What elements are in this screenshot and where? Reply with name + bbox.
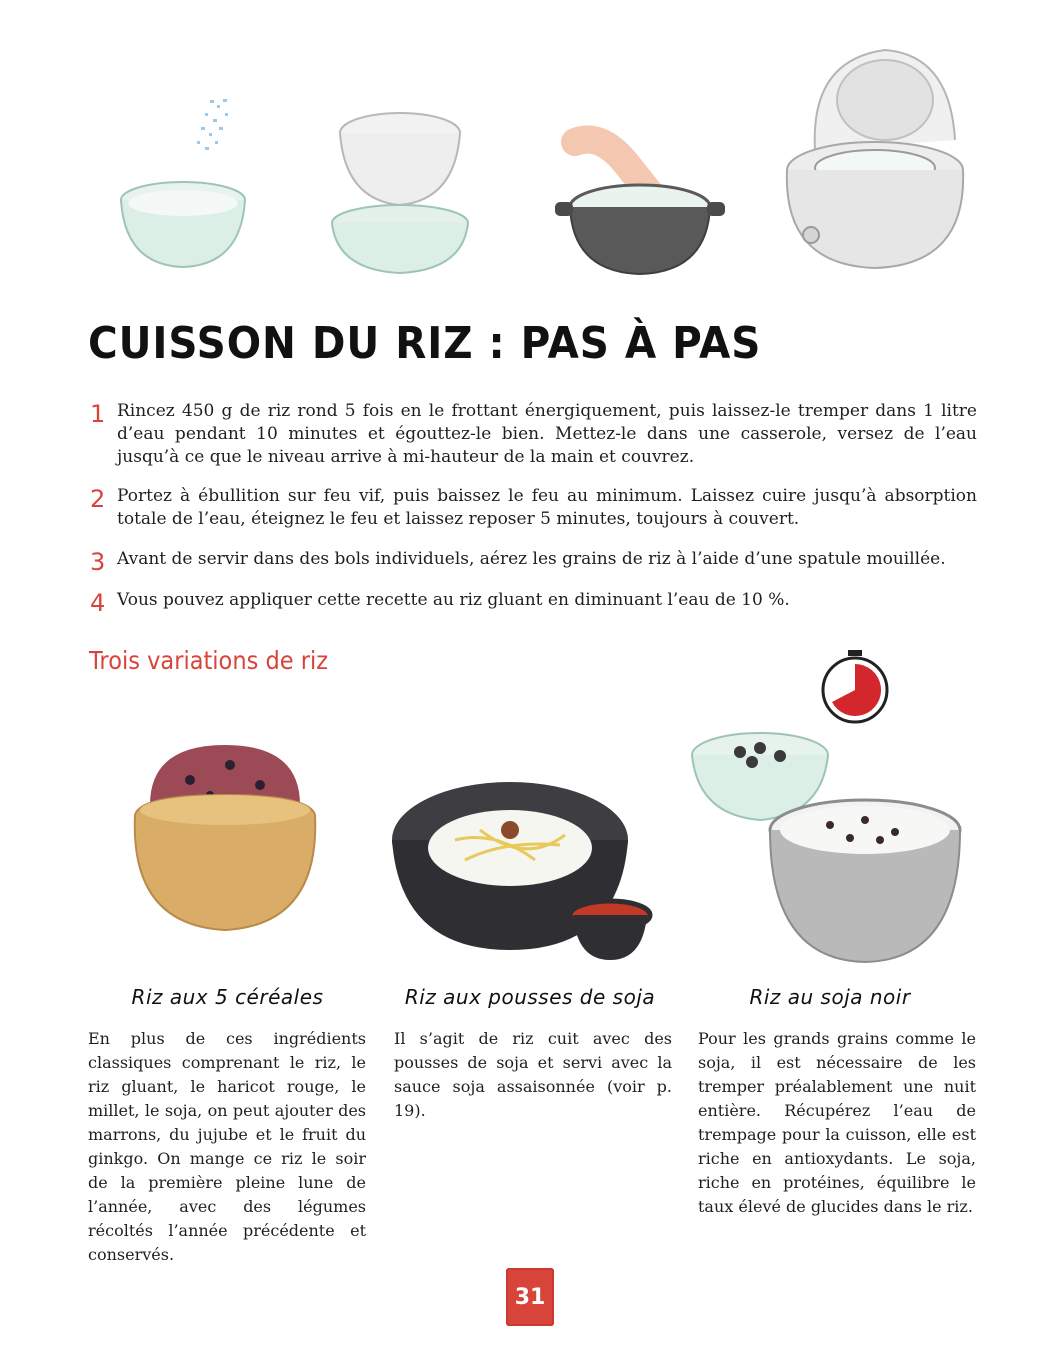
step-3	[90, 548, 980, 576]
step-2	[90, 485, 980, 533]
illustration-strainer	[325, 105, 475, 280]
variation-text-black-soybean: Pour les grands grains comme le soja, il est nécessaire de les tremper préalablement une nuit entière. Récupérez l’eau de trempage pour la cuisson, elle est riche en antioxydants. Le soja, riche en protéines, équilibre le taux élevé de glucides dans le riz.	[698, 1029, 976, 1216]
illustration-soybean-sprout-rice	[385, 770, 670, 970]
illustration-rinsing-bowl	[115, 95, 255, 275]
illustration-five-grain-rice	[120, 735, 330, 935]
variation-title-five-grains: Riz aux 5 céréales	[131, 985, 324, 1009]
illustration-black-soybean-rice	[690, 640, 980, 970]
variation-text-soybean-sprouts: Il s’agit de riz cuit avec des pousses de soja et servi avec la sauce soja assaisonnée (voir p. 19).	[394, 1029, 672, 1120]
step-text: Avant de servir dans des bols individuels, aérez les grains de riz à l’aide d’une spatule mouillée.	[117, 549, 946, 569]
step-number: 3	[90, 548, 106, 576]
step-4	[90, 589, 980, 617]
step-number: 2	[90, 485, 106, 513]
variation-title-black-soybean: Riz au soja noir	[749, 985, 911, 1009]
step-1	[90, 400, 980, 470]
step-number: 1	[90, 400, 106, 428]
section-subtitle: Trois variations de riz	[89, 646, 329, 675]
illustration-rice-cooker	[775, 40, 975, 275]
step-text: Portez à ébullition sur feu vif, puis baissez le feu au minimum. Laissez cuire jusqu’à absorption totale de l’eau, éteignez le feu et laissez reposer 5 minutes, toujours à couvert.	[117, 486, 977, 529]
variation-text-five-grains: En plus de ces ingrédients classiques comprenant le riz, le riz gluant, le haricot rouge, le millet, le soja, on peut ajouter des marrons, du jujube et le fruit du ginkgo. On mange ce riz le soir de la première pleine lune de l’année, avec des légumes récoltés l’année précédente et conservés.	[88, 1029, 366, 1264]
illustration-hand-in-pot	[555, 122, 725, 282]
page-number: 31	[506, 1268, 554, 1326]
step-text: Vous pouvez appliquer cette recette au riz gluant en diminuant l’eau de 10 %.	[117, 590, 790, 610]
page-title: CUISSON DU RIZ : PAS À PAS	[88, 318, 762, 369]
step-number: 4	[90, 589, 106, 617]
step-text: Rincez 450 g de riz rond 5 fois en le frottant énergiquement, puis laissez-le tremper dans 1 litre d’eau pendant 10 minutes et égouttez-le bien. Mettez-le dans une casserole, versez de l’eau jusqu’à ce que le niveau arrive à mi-hauteur de la main et couvrez.	[117, 401, 977, 467]
variation-title-soybean-sprouts: Riz aux pousses de soja	[404, 985, 656, 1009]
